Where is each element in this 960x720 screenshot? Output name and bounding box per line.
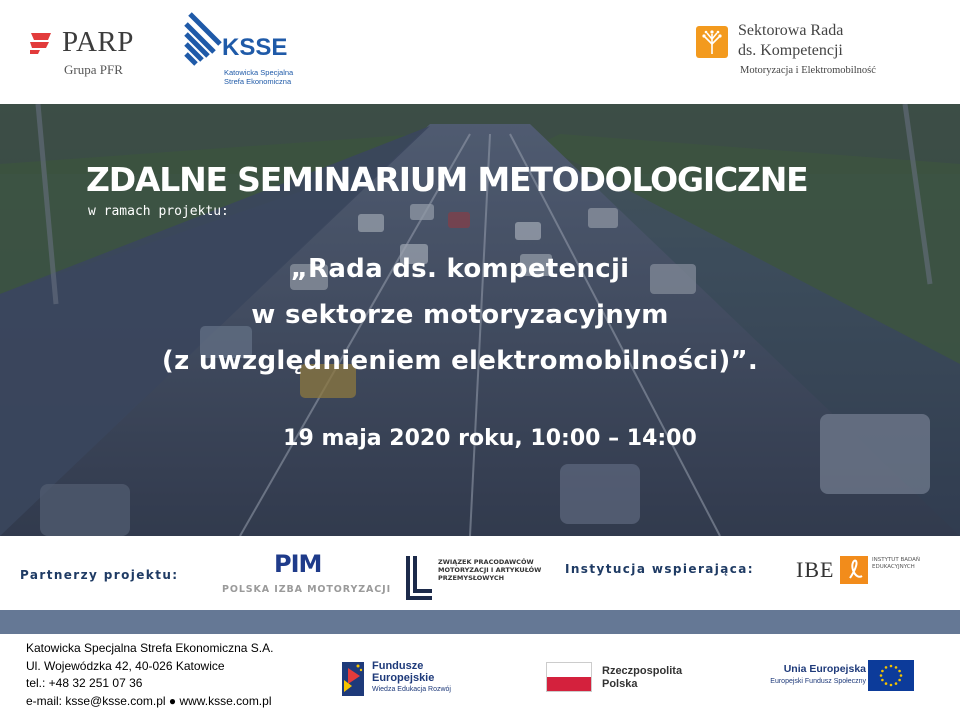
srk-line3: Motoryzacja i Elektromobilność bbox=[740, 65, 876, 76]
event-date: 19 maja 2020 roku, 10:00 – 14:00 bbox=[283, 426, 697, 451]
partners-label: Partnerzy projektu: bbox=[20, 568, 179, 582]
address-line1: Katowicka Specjalna Strefa Ekonomiczna S.A. bbox=[26, 641, 274, 655]
zpm-name: ZWIĄZEK PRACODAWCÓW MOTORYZACJI I ARTYKUŁÓW PRZEMYSŁOWYCH bbox=[438, 558, 542, 582]
ibe-name: IBE bbox=[796, 557, 835, 582]
project-name-line2: w sektorze motoryzacyjnym bbox=[251, 300, 669, 330]
pim-name: PIM bbox=[274, 550, 322, 578]
srk-line1: Sektorowa Rada bbox=[738, 22, 844, 39]
footer bbox=[0, 634, 960, 720]
ue-line2: Europejski Fundusz Społeczny bbox=[770, 678, 866, 685]
tree-icon bbox=[696, 26, 728, 58]
partners-strip bbox=[0, 536, 960, 610]
header bbox=[0, 0, 960, 104]
contact-address bbox=[26, 640, 273, 710]
srk-line2: ds. Kompetencji bbox=[738, 42, 843, 59]
parp-subtitle: Grupa PFR bbox=[64, 62, 123, 77]
ibe-logo-icon bbox=[840, 556, 868, 584]
rp-line2: Polska bbox=[602, 678, 638, 690]
parp-logo bbox=[28, 28, 158, 78]
seminar-title: ZDALNE SEMINARIUM METODOLOGICZNE bbox=[86, 160, 808, 199]
zpm-logo-icon bbox=[406, 556, 432, 600]
institution-label: Instytucja wspierająca: bbox=[565, 562, 754, 576]
fe-line2: Europejskie bbox=[372, 672, 435, 684]
parp-name: PARP bbox=[62, 26, 134, 58]
ksse-name: KSSE bbox=[222, 34, 288, 61]
address-line2: Ul. Wojewódzka 42, 40-026 Katowice bbox=[26, 658, 225, 673]
rp-line1: Rzeczpospolita bbox=[602, 665, 683, 677]
project-intro: w ramach projektu: bbox=[88, 204, 229, 219]
ue-line1: Unia Europejska bbox=[783, 663, 866, 675]
divider-band bbox=[0, 610, 960, 634]
ksse-logo-icon bbox=[184, 12, 224, 74]
ksse-subtitle: Katowicka Specjalna Strefa Ekonomiczna bbox=[224, 68, 294, 86]
fe-line1: Fundusze bbox=[372, 660, 424, 672]
fe-logo-icon bbox=[340, 654, 366, 698]
ksse-logo bbox=[184, 12, 304, 94]
address-email-web: e-mail: ksse@ksse.com.pl ● www.ksse.com.pl bbox=[26, 693, 272, 708]
project-name-line3: (z uwzględnieniem elektromobilności)”. bbox=[161, 346, 759, 376]
pim-logo bbox=[220, 550, 392, 600]
address-phone: tel.: +48 32 251 07 36 bbox=[26, 676, 143, 690]
polish-flag-icon bbox=[546, 662, 592, 692]
unia-europejska-logo bbox=[762, 660, 922, 694]
project-name-line1: „Rada ds. kompetencji bbox=[290, 254, 630, 284]
rzeczpospolita-logo bbox=[546, 662, 696, 694]
eu-flag-icon bbox=[868, 660, 914, 691]
ibe-logo bbox=[796, 556, 936, 586]
highway-banner bbox=[0, 104, 960, 536]
fundusze-europejskie-logo bbox=[340, 654, 480, 698]
srk-logo bbox=[694, 22, 924, 82]
zpm-logo bbox=[406, 556, 546, 602]
fe-line3: Wiedza Edukacja Rozwój bbox=[372, 686, 451, 693]
parp-logo-icon bbox=[28, 31, 54, 55]
ibe-subtitle: INSTYTUT BADAŃ EDUKACYJNYCH bbox=[872, 557, 920, 570]
pim-subtitle: POLSKA IZBA MOTORYZACJI bbox=[222, 584, 392, 595]
